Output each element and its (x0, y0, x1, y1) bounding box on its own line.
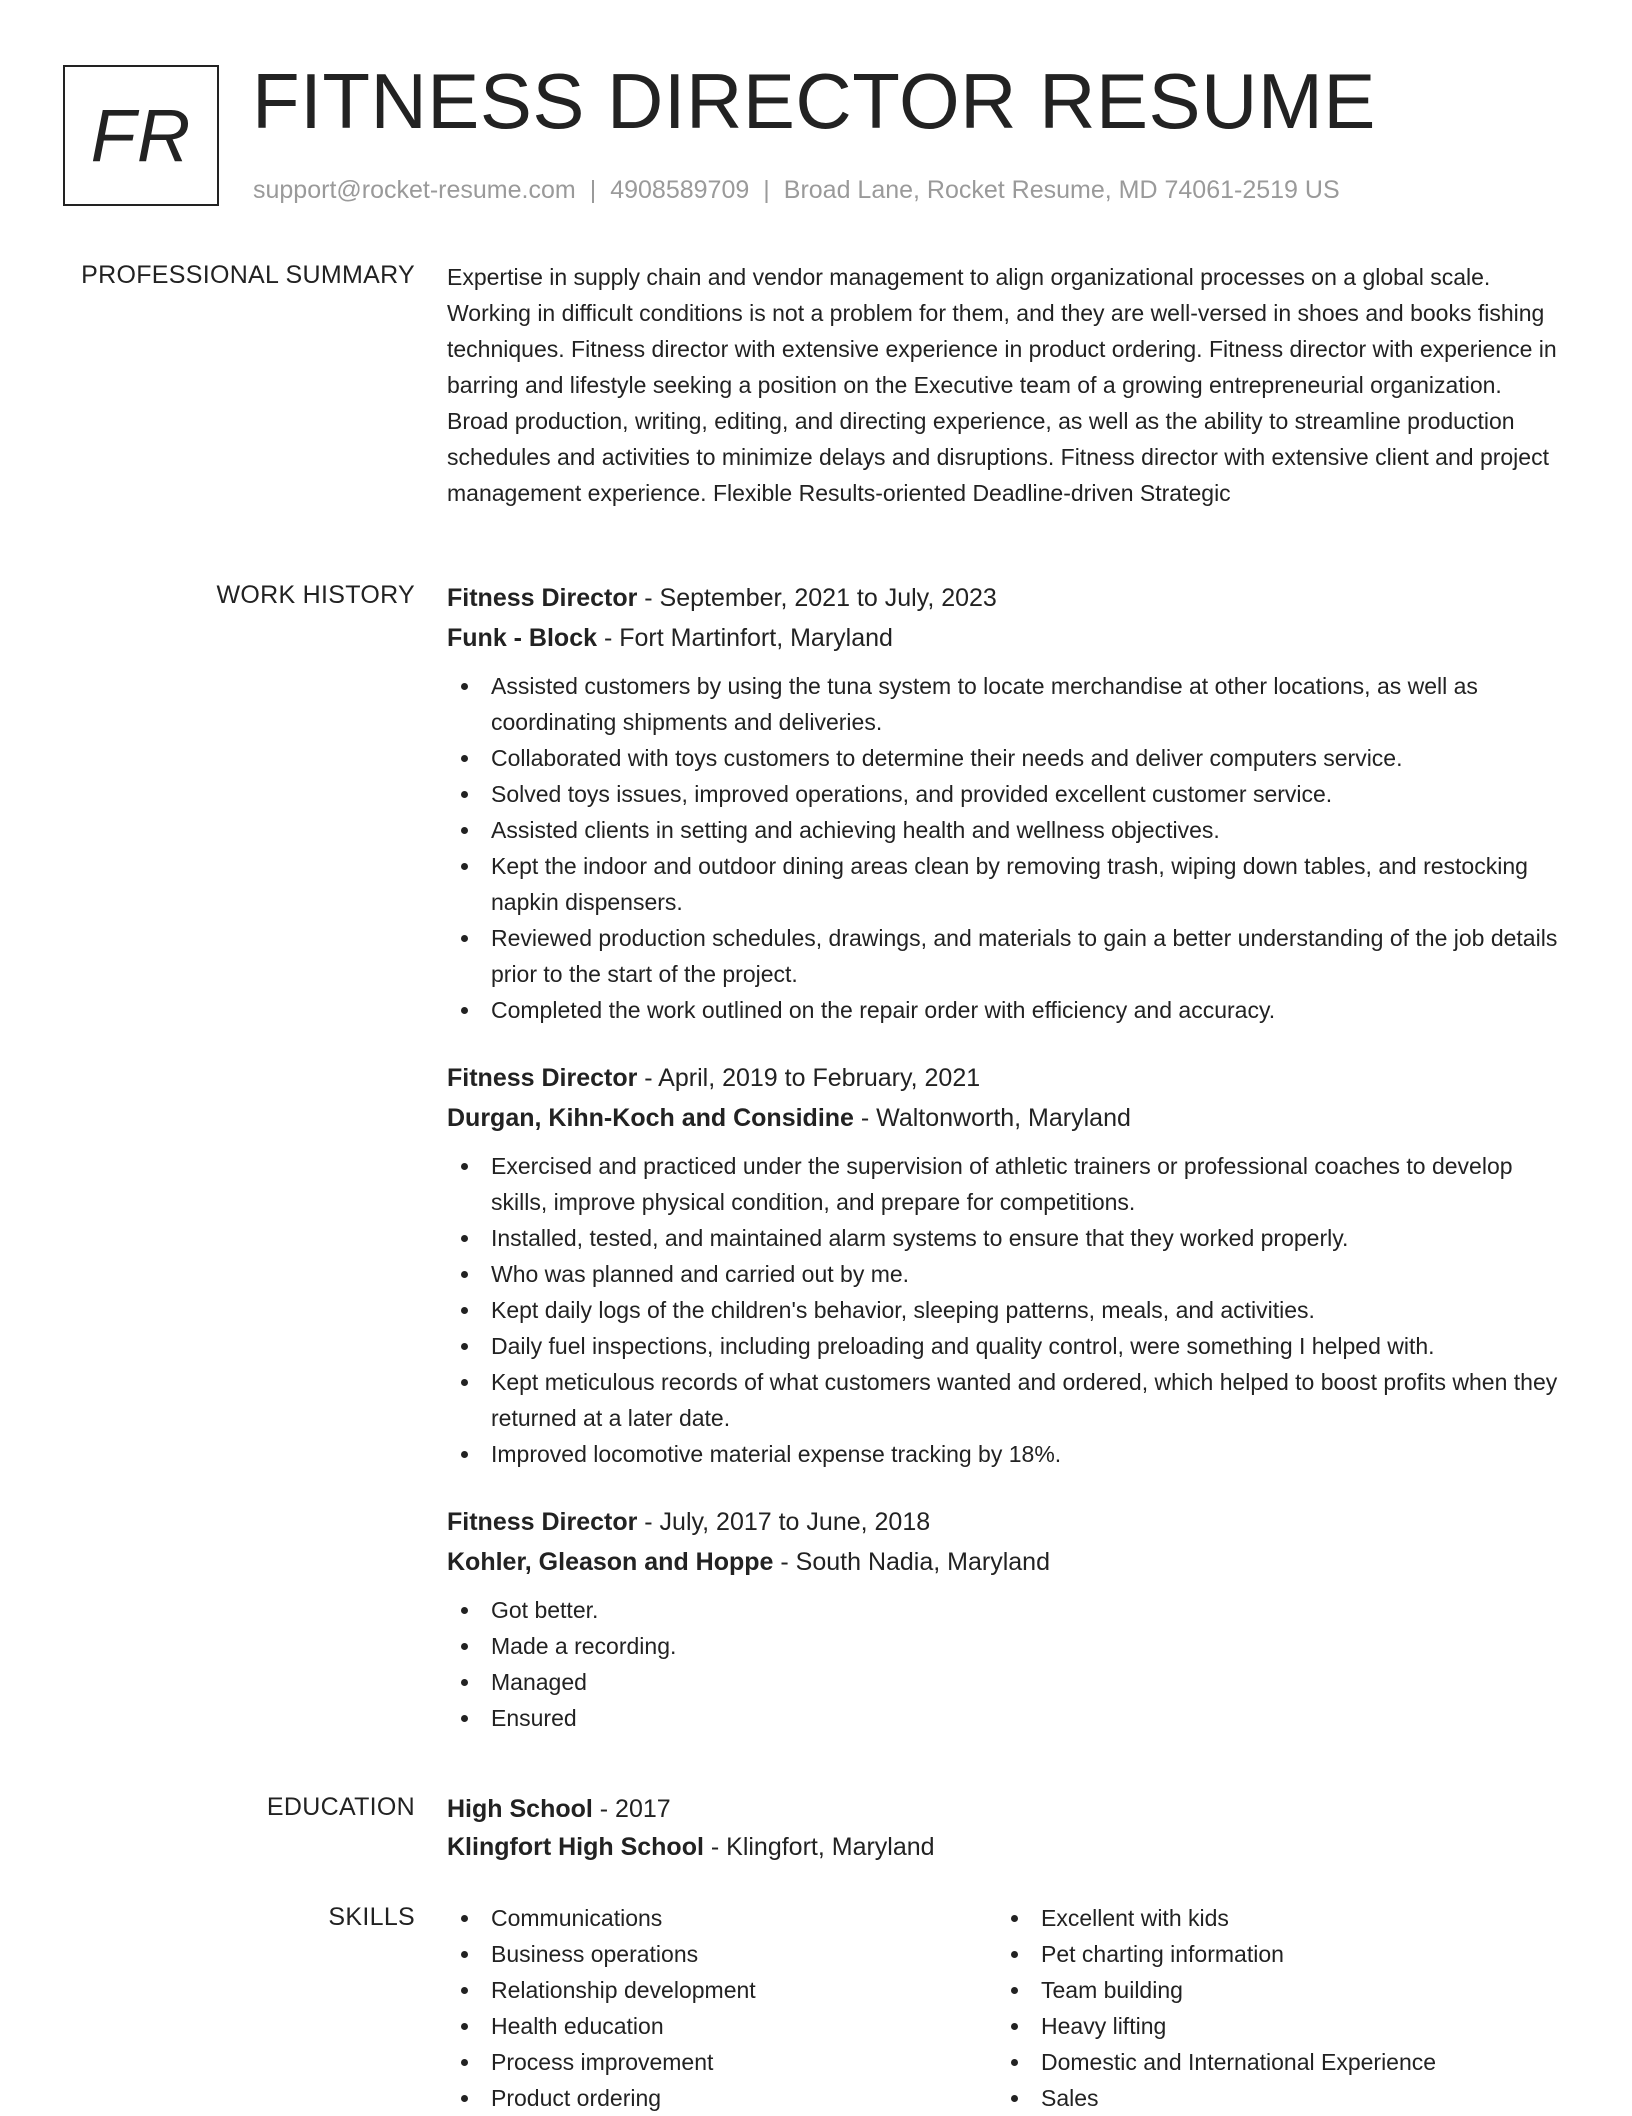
skill-item: Health education (447, 2008, 997, 2044)
resume-title: FITNESS DIRECTOR RESUME (252, 57, 1376, 145)
contact-separator: | (763, 176, 770, 204)
contact-email: support@rocket-resume.com (253, 176, 576, 204)
job-location: - Fort Martinfort, Maryland (597, 624, 893, 652)
contact-separator: | (589, 176, 597, 204)
monogram-initials: FR (90, 93, 192, 177)
job-bullet: Managed (447, 1664, 1567, 1700)
job-bullet: Ensured (447, 1700, 1567, 1736)
contact-address: Broad Lane, Rocket Resume, MD 74061-2519 US (783, 176, 1340, 204)
job-entry (447, 578, 1567, 1028)
education-school-line (447, 1828, 1567, 1866)
job-company: Durgan, Kihn-Koch and Considine (447, 1104, 854, 1132)
job-company: Funk - Block (447, 624, 598, 652)
contact-line (253, 174, 1340, 207)
education-degree-line (447, 1790, 1567, 1828)
job-title: Fitness Director (447, 1064, 638, 1092)
monogram-logo (63, 65, 219, 206)
skill-item: Relationship development (447, 1972, 997, 2008)
job-bullet: Daily fuel inspections, including preloading and quality control, were something I helped with. (447, 1328, 1567, 1364)
job-company-line (447, 618, 1567, 658)
job-bullet: Improved locomotive material expense tracking by 18%. (447, 1436, 1567, 1472)
job-dates: - September, 2021 to July, 2023 (637, 584, 997, 612)
job-title: Fitness Director (447, 584, 638, 612)
job-bullet: Reviewed production schedules, drawings, and materials to gain a better understanding of the job details prior to the start of the project. (447, 920, 1567, 992)
job-bullet: Made a recording. (447, 1628, 1567, 1664)
job-company: Kohler, Gleason and Hoppe (447, 1548, 774, 1576)
job-bullet: Collaborated with toys customers to determine their needs and deliver computers service. (447, 740, 1567, 776)
skill-item: Product ordering (447, 2080, 997, 2116)
job-bullet: Solved toys issues, improved operations, and provided excellent customer service. (447, 776, 1567, 812)
job-location: - South Nadia, Maryland (773, 1548, 1050, 1576)
skills-columns (447, 1900, 1567, 2116)
education-location: - Klingfort, Maryland (703, 1833, 935, 1861)
skills-list-right (997, 1900, 1547, 2116)
skill-item: Pet charting information (997, 1936, 1547, 1972)
skills-column-left (447, 1900, 997, 2116)
job-company-line (447, 1098, 1567, 1138)
skill-item: Heavy lifting (997, 2008, 1547, 2044)
skill-item: Business operations (447, 1936, 997, 1972)
skill-item: Process improvement (447, 2044, 997, 2080)
skills-column-right (997, 1900, 1547, 2116)
section-label-work-history: WORK HISTORY (216, 581, 415, 609)
summary-text: Expertise in supply chain and vendor management to align organizational processes on a global scale. Working in difficult conditions is not a problem for them, and they are well-versed in shoes and books fishing techniques. Fitness director with extensive experience in product ordering. Fitness director with experience in barring and lifestyle seeking a position on the Executive team of a growing entrepreneurial organization. Broad production, writing, editing, and directing experience, as well as the ability to streamline production schedules and activities to minimize delays and disruptions. Fitness director with extensive client and project management experience. Flexible Results-oriented Deadline-driven Strategic (447, 264, 1557, 506)
section-label-skills: SKILLS (328, 1903, 415, 1931)
job-bullet: Got better. (447, 1592, 1567, 1628)
skill-item: Communications (447, 1900, 997, 1936)
job-title-line (447, 578, 1567, 618)
job-bullet: Kept meticulous records of what customers wanted and ordered, which helped to boost profits when they returned at a later date. (447, 1364, 1567, 1436)
job-title: Fitness Director (447, 1508, 638, 1536)
skills-list-left (447, 1900, 997, 2116)
education-school: Klingfort High School (447, 1833, 704, 1861)
job-bullet: Completed the work outlined on the repair order with efficiency and accuracy. (447, 992, 1567, 1028)
skill-item: Domestic and International Experience (997, 2044, 1547, 2080)
job-dates: - July, 2017 to June, 2018 (637, 1508, 931, 1536)
section-label-education: EDUCATION (266, 1793, 415, 1821)
skill-item: Sales (997, 2080, 1547, 2116)
job-bullet: Assisted clients in setting and achieving health and wellness objectives. (447, 812, 1567, 848)
section-label-summary: PROFESSIONAL SUMMARY (81, 261, 415, 289)
skill-item: Team building (997, 1972, 1547, 2008)
education-degree: High School (447, 1795, 593, 1823)
job-bullets (447, 1592, 1567, 1736)
job-bullet: Who was planned and carried out by me. (447, 1256, 1567, 1292)
contact-phone: 4908589709 (610, 176, 750, 204)
job-entry (447, 1502, 1567, 1736)
job-bullet: Installed, tested, and maintained alarm systems to ensure that they worked properly. (447, 1220, 1567, 1256)
job-bullet: Assisted customers by using the tuna system to locate merchandise at other locations, as well as coordinating shipments and deliveries. (447, 668, 1567, 740)
education-year: - 2017 (592, 1795, 671, 1823)
job-location: - Waltonworth, Maryland (853, 1104, 1131, 1132)
job-bullet: Kept daily logs of the children's behavior, sleeping patterns, meals, and activities. (447, 1292, 1567, 1328)
job-entry (447, 1058, 1567, 1472)
skill-item: Excellent with kids (997, 1900, 1547, 1936)
job-company-line (447, 1542, 1567, 1582)
job-bullets (447, 1148, 1567, 1472)
job-title-line (447, 1502, 1567, 1542)
job-bullets (447, 668, 1567, 1028)
job-title-line (447, 1058, 1567, 1098)
job-bullet: Exercised and practiced under the supervision of athletic trainers or professional coaches to develop skills, improve physical condition, and prepare for competitions. (447, 1148, 1567, 1220)
job-dates: - April, 2019 to February, 2021 (637, 1064, 981, 1092)
job-bullet: Kept the indoor and outdoor dining areas clean by removing trash, wiping down tables, and restocking napkin dispensers. (447, 848, 1567, 920)
